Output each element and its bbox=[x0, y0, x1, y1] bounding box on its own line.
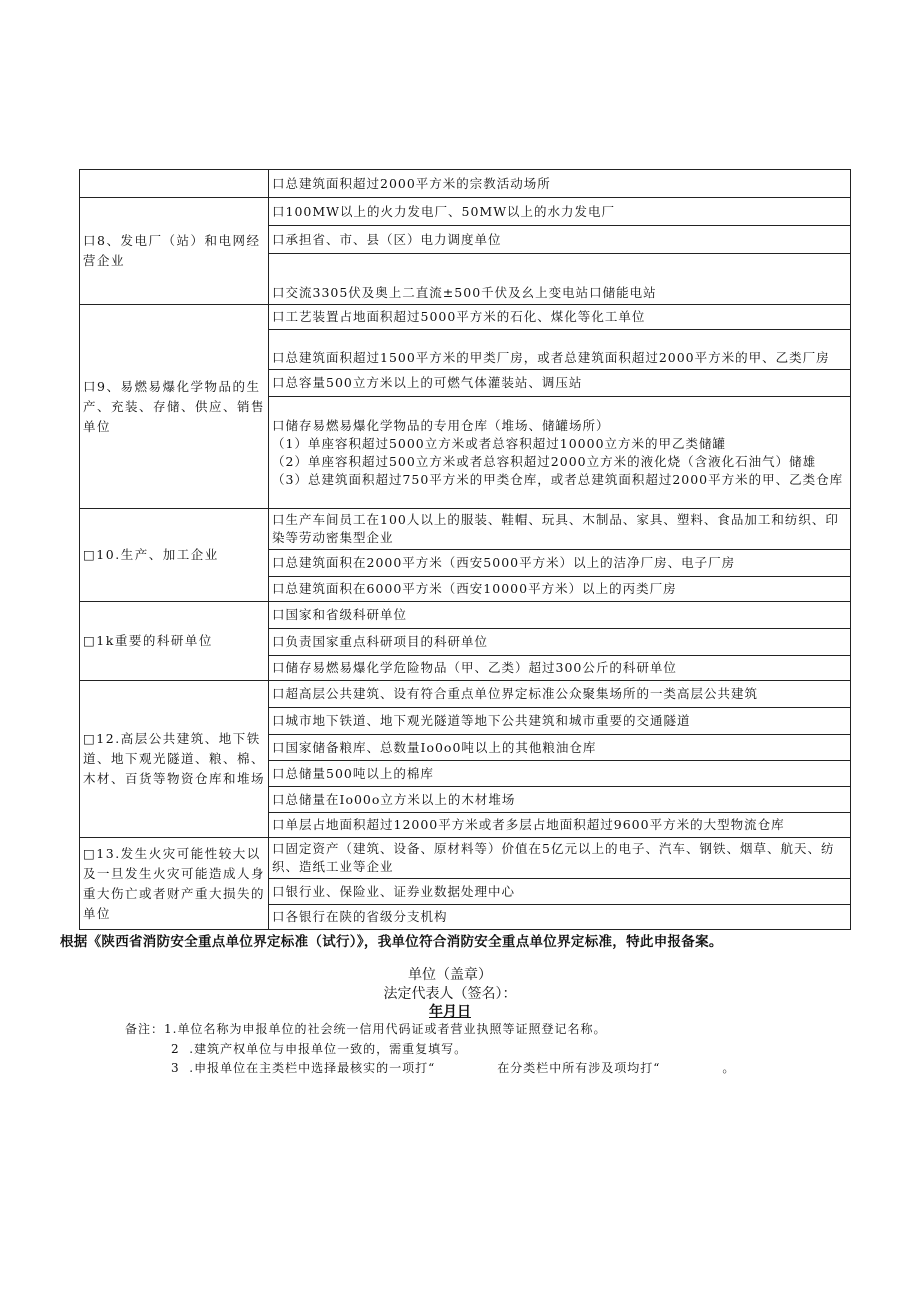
storage-line-1: （1）单座容积超过5000立方米或者总容积超过10000立方米的甲乙类储罐 bbox=[272, 435, 727, 451]
subitem-cell[interactable]: 口银行业、保险业、证券业数据处理中心 bbox=[269, 879, 851, 905]
subitem-cell[interactable]: 口总储量在Io00o立方米以上的木材堆场 bbox=[269, 787, 851, 813]
legal-representative-label: 法定代表人（签名）： bbox=[383, 986, 517, 1002]
subitem-cell[interactable]: 口负责国家重点科研项目的科研单位 bbox=[269, 629, 851, 656]
note-1: 备注：1.单位名称为申报单位的社会统一信用代码证或者营业执照等证照登记名称。 bbox=[125, 1022, 607, 1036]
standards-table-container bbox=[79, 169, 851, 930]
note-2: 2 .建筑产权单位与申报单位一致的，需重复填写。 bbox=[171, 1042, 468, 1056]
declaration-text: 根据《陕西省消防安全重点单位界定标准（试行）》，我单位符合消防安全重点单位界定标准，特此申报备案。 bbox=[60, 934, 723, 950]
subitem-cell[interactable]: 口固定资产（建筑、设备、原材料等）价值在5亿元以上的电子、汽车、钢铁、烟草、航天、纺织、造纸工业等企业 bbox=[269, 838, 851, 879]
category-cell-13[interactable]: □13.发生火灾可能性较大以及一旦发生火灾可能造成人身重大伤亡或者财产重大损失的单位 bbox=[80, 838, 269, 930]
note-3-part-c: 。 bbox=[722, 1061, 736, 1075]
date-label: 年月日 bbox=[429, 1004, 471, 1020]
subitem-cell[interactable]: 口单层占地面积超过12000平方米或者多层占地面积超过9600平方米的大型物流仓库 bbox=[269, 813, 851, 838]
table-row bbox=[80, 602, 851, 629]
subitem-cell[interactable]: 口总储量500吨以上的棉库 bbox=[269, 761, 851, 787]
subitem-cell[interactable]: 口承担省、市、县（区）电力调度单位 bbox=[269, 226, 851, 254]
table-row bbox=[80, 170, 851, 198]
note-3 bbox=[171, 1059, 735, 1076]
unit-seal-label: 单位（盖章） bbox=[408, 967, 492, 983]
category-cell-12[interactable]: □12.高层公共建筑、地下铁道、地下观光隧道、粮、棉、木材、百货等物资仓库和堆场 bbox=[80, 681, 269, 838]
table-row bbox=[80, 198, 851, 226]
table-row bbox=[80, 838, 851, 879]
subitem-cell-storage[interactable] bbox=[269, 397, 851, 509]
subitem-cell[interactable]: 口各银行在陕的省级分支机构 bbox=[269, 905, 851, 930]
subitem-cell[interactable]: 口国家和省级科研单位 bbox=[269, 602, 851, 629]
table-row bbox=[80, 305, 851, 330]
subitem-cell[interactable]: 口总建筑面积在2000平方米（西安5000平方米）以上的洁净厂房、电子厂房 bbox=[269, 550, 851, 577]
storage-intro: 口储存易燃易爆化学物品的专用仓库（堆场、储罐场所） bbox=[272, 417, 610, 433]
category-cell-8[interactable]: 口8、发电厂（站）和电网经营企业 bbox=[80, 198, 269, 305]
storage-line-2: （2）单座容积超过500立方米或者总容积超过2000立方米的液化烧（含液化石油气）储雄 bbox=[272, 453, 817, 469]
note-3-part-b: 在分类栏中所有涉及项均打“ bbox=[497, 1061, 661, 1075]
subitem-cell[interactable]: 口总建筑面积在6000平方米（西安10000平方米）以上的丙类厂房 bbox=[269, 577, 851, 602]
subitem-cell[interactable]: 口总建筑面积超过1500平方米的甲类厂房，或者总建筑面积超过2000平方米的甲、乙类厂房 bbox=[269, 330, 851, 370]
subitem-cell[interactable]: 口总建筑面积超过2000平方米的宗教活动场所 bbox=[269, 170, 851, 198]
subitem-cell[interactable]: 口国家储备粮库、总数量Io0o0吨以上的其他粮油仓库 bbox=[269, 735, 851, 761]
table-row bbox=[80, 681, 851, 708]
standards-table bbox=[79, 169, 851, 930]
category-cell-empty bbox=[80, 170, 269, 198]
subitem-cell[interactable]: 口工艺装置占地面积超过5000平方米的石化、煤化等化工单位 bbox=[269, 305, 851, 330]
subitem-cell[interactable]: 口储存易燃易爆化学危险物品（甲、乙类）超过300公斤的科研单位 bbox=[269, 656, 851, 681]
subitem-cell[interactable]: 口交流3305伏及奥上二直流±500千伏及幺上变电站口储能电站 bbox=[269, 254, 851, 305]
subitem-cell[interactable]: 口总容量500立方米以上的可燃气体灌装站、调压站 bbox=[269, 370, 851, 397]
subitem-cell[interactable]: 口生产车间员工在100人以上的服装、鞋帽、玩具、木制品、家具、塑料、食品加工和纺织、印染等劳动密集型企业 bbox=[269, 509, 851, 550]
category-cell-11[interactable]: □1k重要的科研单位 bbox=[80, 602, 269, 681]
note-3-part-a: 3 .申报单位在主类栏中选择最核实的一项打“ bbox=[171, 1061, 436, 1075]
subitem-cell[interactable]: 口100MW以上的火力发电厂、50MW以上的水力发电厂 bbox=[269, 198, 851, 226]
subitem-cell[interactable]: 口城市地下铁道、地下观光隧道等地下公共建筑和城市重要的交通隧道 bbox=[269, 708, 851, 735]
category-cell-10[interactable]: □10.生产、加工企业 bbox=[80, 509, 269, 602]
category-cell-9[interactable]: 口9、易燃易爆化学物品的生产、充装、存储、供应、销售单位 bbox=[80, 305, 269, 509]
table-row bbox=[80, 509, 851, 550]
subitem-cell[interactable]: 口超高层公共建筑、设有符合重点单位界定标准公众聚集场所的一类高层公共建筑 bbox=[269, 681, 851, 708]
storage-line-3: （3）总建筑面积超过750平方米的甲类仓库，或者总建筑面积超过2000平方米的甲、乙类仓库 bbox=[272, 471, 844, 487]
